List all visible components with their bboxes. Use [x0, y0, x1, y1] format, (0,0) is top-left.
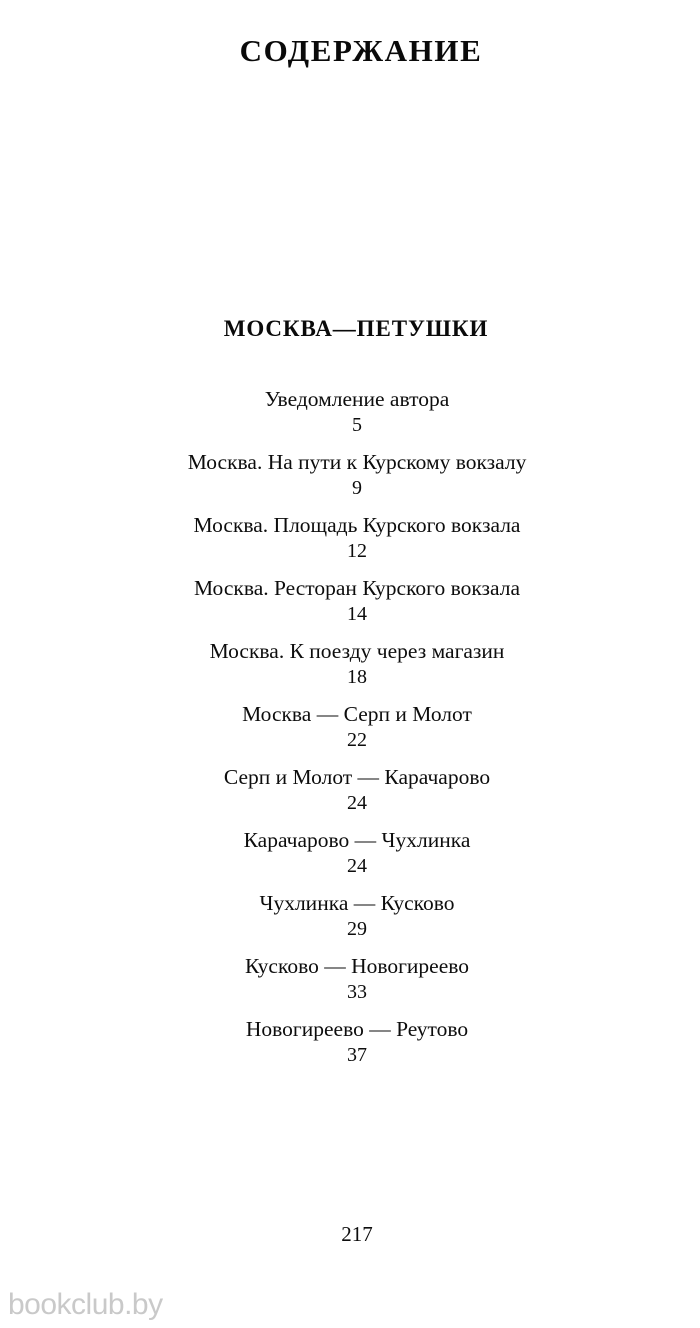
entry-page-number: 24 [347, 855, 367, 877]
list-item [14, 638, 700, 690]
list-item [14, 1016, 700, 1068]
entry-page-number: 33 [347, 981, 367, 1003]
section-title: МОСКВА—ПЕТУШКИ [223, 316, 489, 341]
entry-title: Москва. Площадь Курского вокзала [193, 513, 521, 537]
list-item [14, 827, 700, 879]
list-item [14, 953, 700, 1005]
entry-title: Уведомление автора [264, 387, 450, 411]
entry-title: Москва. К поезду через магазин [209, 639, 505, 663]
entry-page-number: 37 [347, 1044, 367, 1066]
folio-page-number: 217 [341, 1222, 373, 1246]
entry-title: Кусково — Новогиреево [244, 954, 470, 978]
list-item [14, 890, 700, 942]
list-item [14, 449, 700, 501]
list-item [14, 575, 700, 627]
entry-title: Москва — Серп и Молот [242, 702, 472, 726]
entry-page-number: 12 [347, 540, 367, 562]
entry-title: Москва. На пути к Курскому вокзалу [187, 450, 527, 474]
entry-page-number: 14 [347, 603, 367, 625]
entry-title: Серп и Молот — Карачарово [223, 765, 491, 789]
list-item [14, 386, 700, 438]
entry-page-number: 9 [352, 477, 362, 499]
entry-page-number: 29 [347, 918, 367, 940]
entry-title: Москва. Ресторан Курского вокзала [193, 576, 521, 600]
watermark-logo: bookclub.by [8, 1288, 163, 1321]
list-item [14, 512, 700, 564]
entry-title: Новогиреево — Реутово [245, 1017, 469, 1041]
entry-title: Карачарово — Чухлинка [243, 828, 471, 852]
list-item [14, 764, 700, 816]
entry-page-number: 5 [352, 414, 362, 436]
toc-entry-list [0, 386, 700, 1079]
page-title: СОДЕРЖАНИЕ [239, 33, 483, 68]
entry-page-number: 18 [347, 666, 367, 688]
list-item [14, 701, 700, 753]
entry-page-number: 24 [347, 792, 367, 814]
entry-title: Чухлинка — Кусково [259, 891, 455, 915]
entry-page-number: 22 [347, 729, 367, 751]
